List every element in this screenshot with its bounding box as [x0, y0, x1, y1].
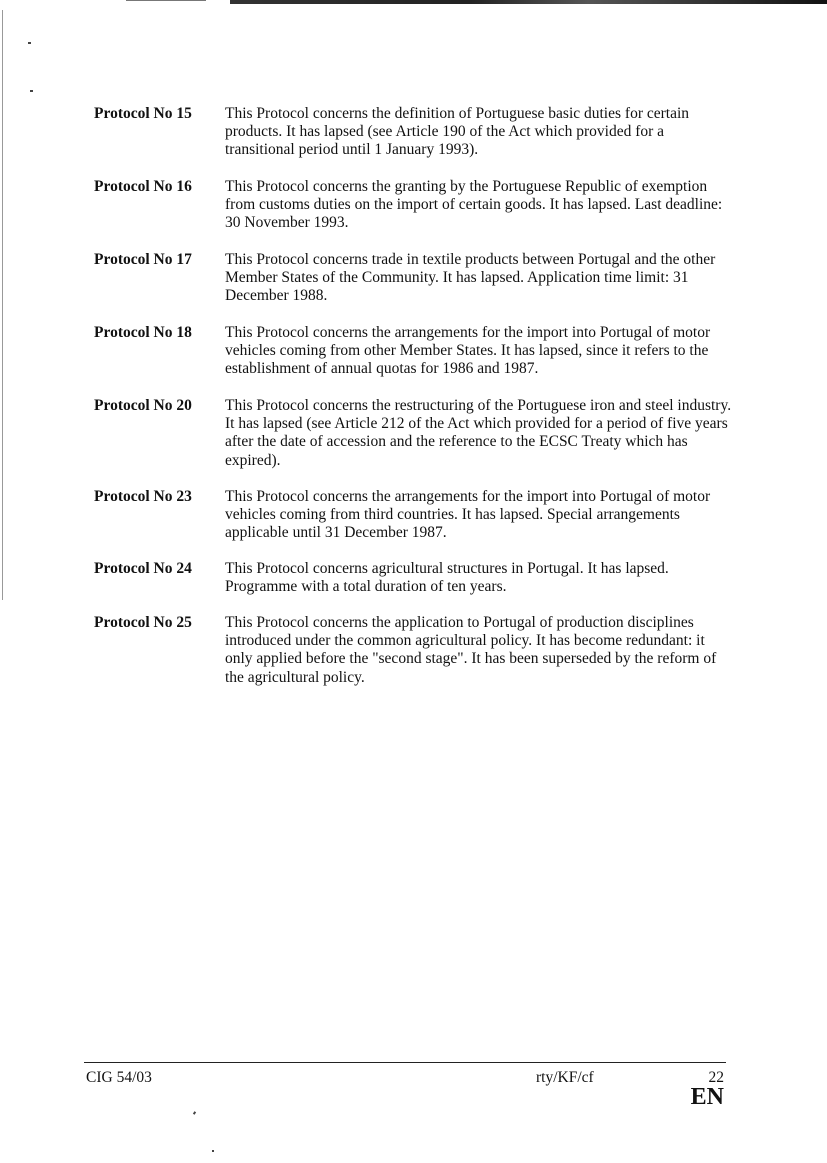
page-number: 22: [708, 1069, 724, 1086]
protocol-label: Protocol No 23: [94, 488, 192, 505]
scan-edge-line: [2, 10, 3, 600]
document-reference: CIG 54/03: [86, 1069, 152, 1086]
scan-speck: [193, 1111, 196, 1115]
protocol-label: Protocol No 20: [94, 397, 192, 414]
header-rule-right: [230, 0, 827, 4]
scan-speck: [28, 42, 31, 44]
protocol-description: This Protocol concerns the arrangements for the import into Portugal of motor vehicles coming from other Member States. It has lapsed, since it refers to the establishment of annual quotas for 1986 and 1987.: [225, 324, 711, 378]
header-rule-left: [126, 0, 206, 1]
scan-speck: [212, 1150, 214, 1152]
protocol-label: Protocol No 18: [94, 324, 192, 341]
protocol-description: This Protocol concerns trade in textile products between Portugal and the other Member States of the Community. It has lapsed. Application time limit: 31 December 1988.: [225, 251, 716, 305]
protocol-description: This Protocol concerns agricultural structures in Portugal. It has lapsed. Programme with a total duration of ten years.: [225, 560, 669, 596]
protocol-label: Protocol No 25: [94, 614, 192, 631]
protocol-label: Protocol No 15: [94, 105, 192, 122]
footer-rule: [84, 1062, 726, 1063]
scan-speck: [30, 90, 33, 92]
protocol-label: Protocol No 24: [94, 560, 192, 577]
language-code: EN: [690, 1084, 724, 1110]
protocol-description: This Protocol concerns the definition of Portuguese basic duties for certain products. It has lapsed (see Article 190 of the Act which provided for a transitional period until 1 January 1993).: [225, 105, 690, 159]
protocol-description: This Protocol concerns the restructuring of the Portuguese iron and steel industry. It has lapsed (see Article 212 of the Act which provided for a period of five years after the date of accession and the reference to the ECSC Treaty which has expired).: [225, 397, 732, 469]
protocol-description: This Protocol concerns the arrangements for the import into Portugal of motor vehicles coming from third countries. It has lapsed. Special arrangements applicable until 31 December 1987.: [225, 488, 711, 542]
protocol-label: Protocol No 17: [94, 251, 192, 268]
author-initials: rty/KF/cf: [536, 1069, 594, 1086]
protocol-description: This Protocol concerns the application to Portugal of production disciplines introduced under the common agricultural policy. It has become redundant: it only applied before the "second stage". It has been superseded by the reform of the agricultural policy.: [225, 614, 717, 686]
protocol-label: Protocol No 16: [94, 178, 192, 195]
protocol-description: This Protocol concerns the granting by the Portuguese Republic of exemption from customs duties on the import of certain goods. It has lapsed. Last deadline: 30 November 1993.: [225, 178, 723, 232]
